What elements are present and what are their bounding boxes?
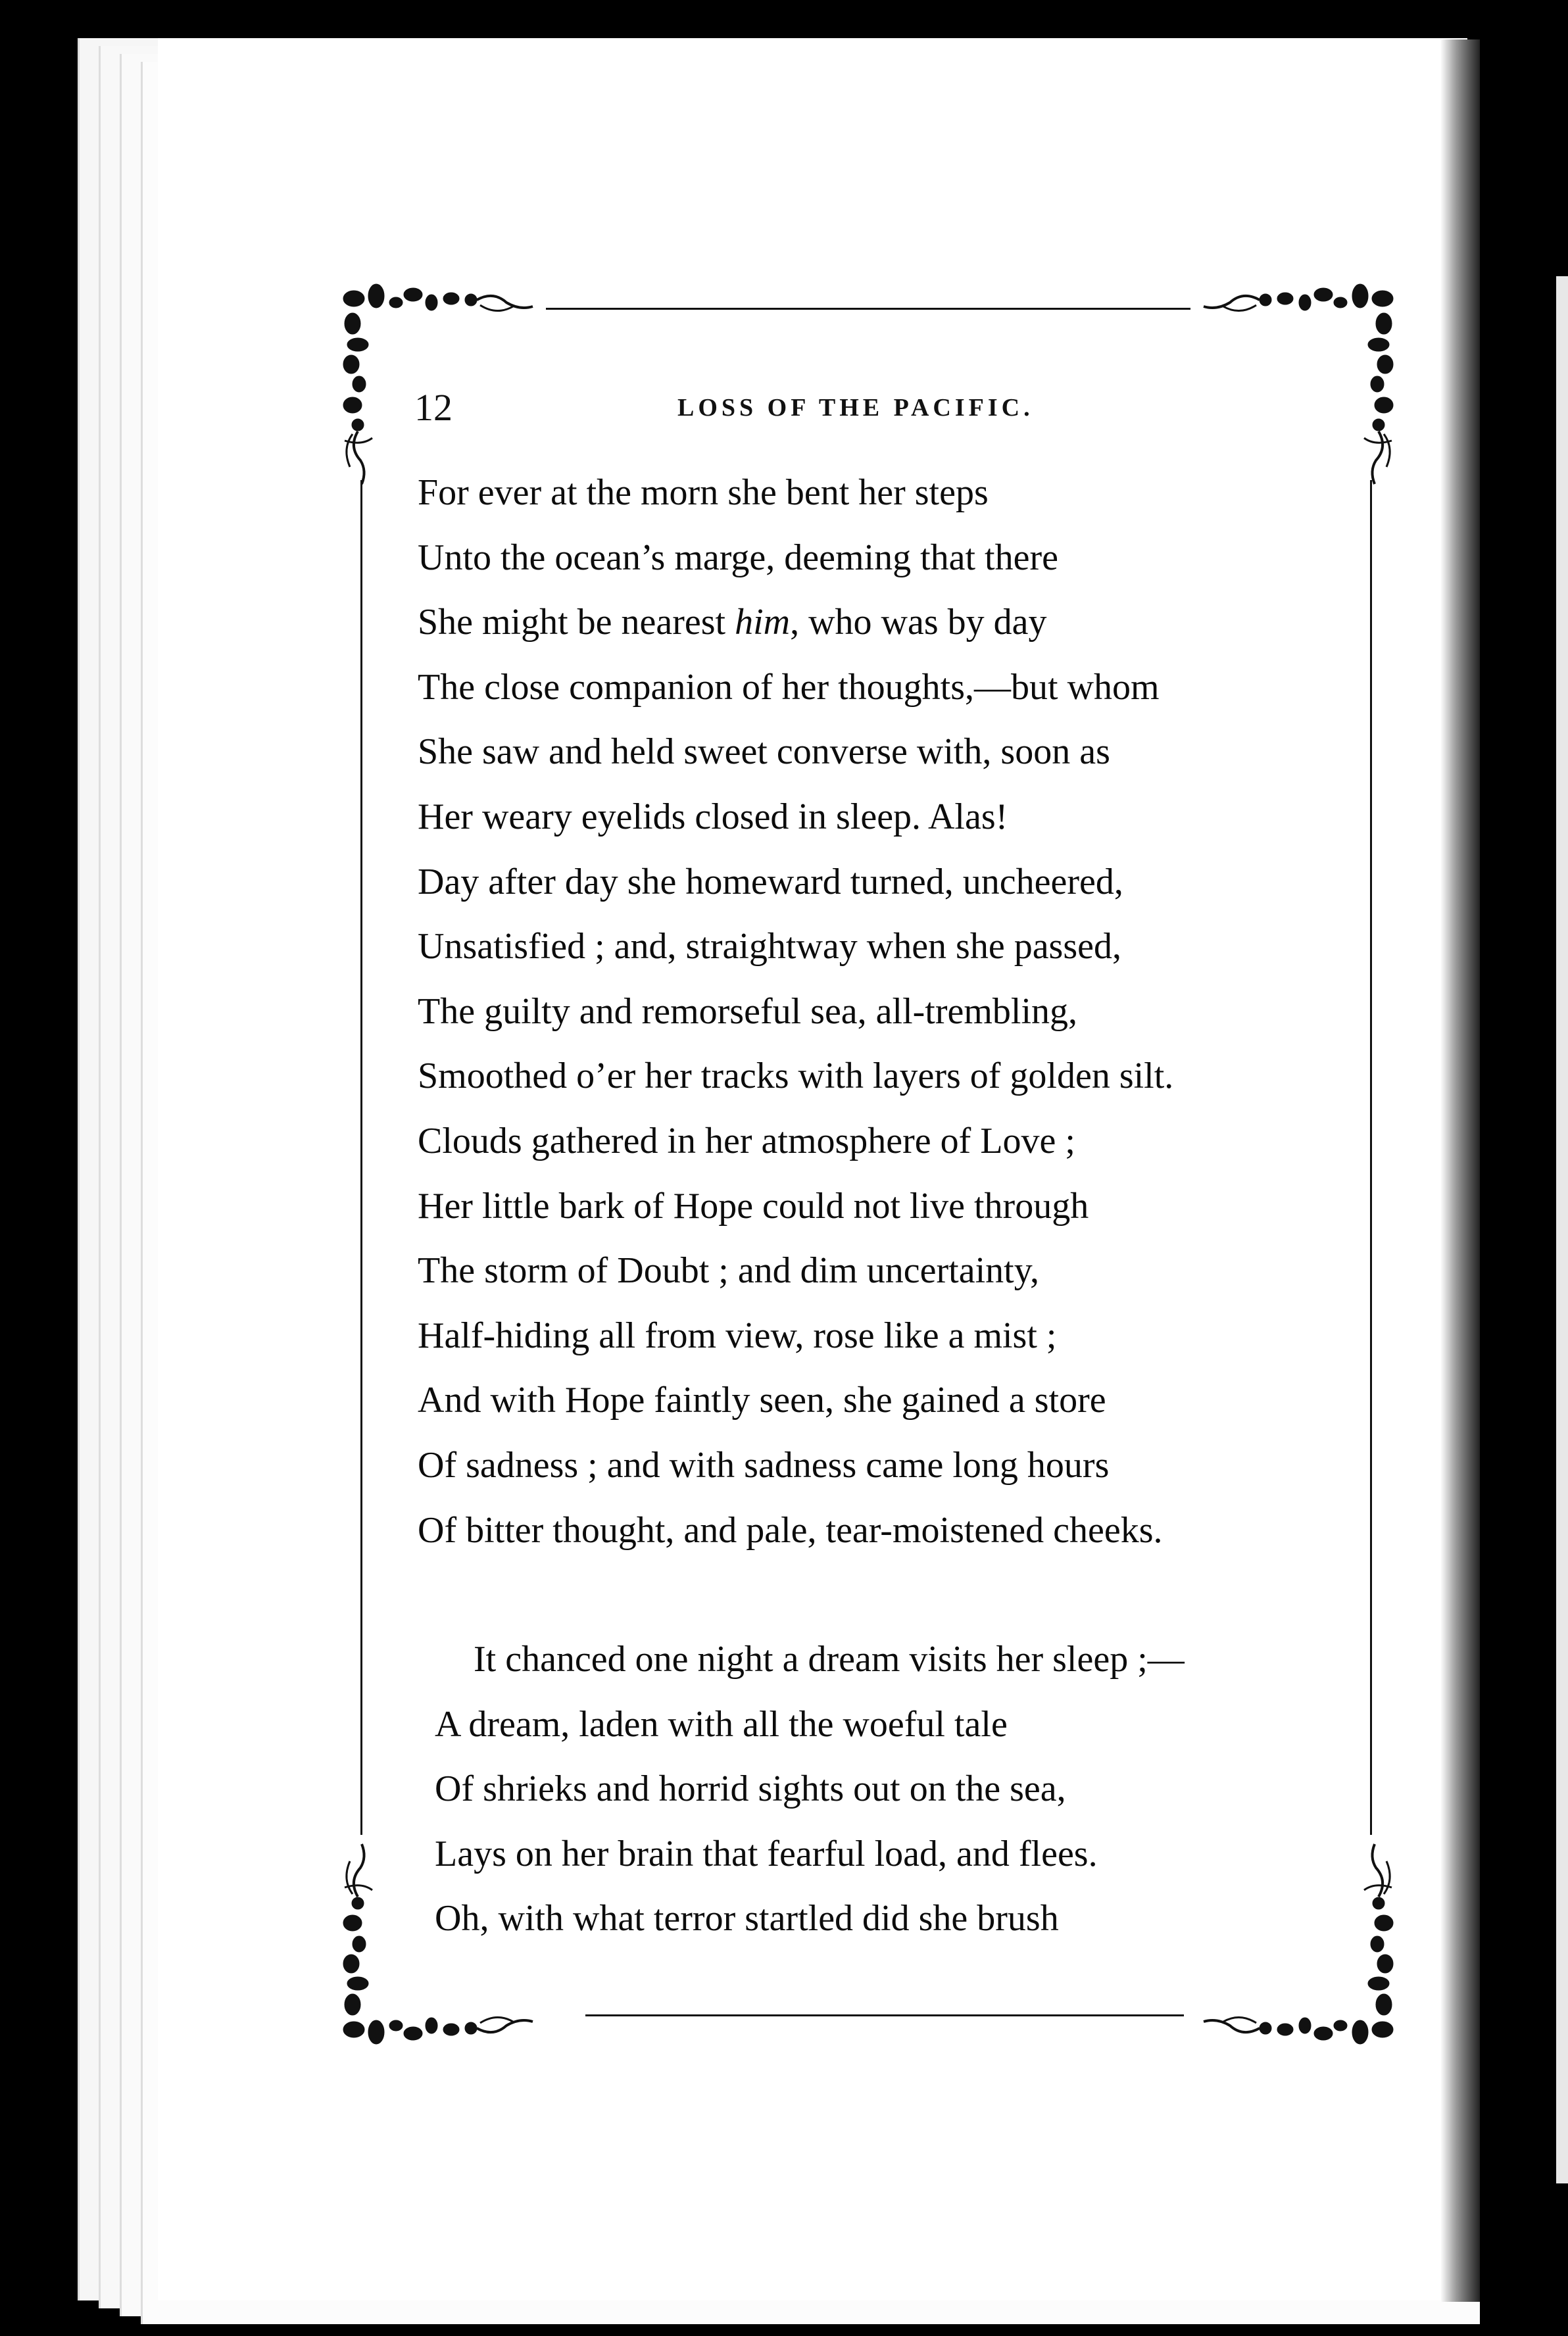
page-number: 12 [414, 386, 453, 429]
verse-line: The close companion of her thoughts,—but whom [418, 666, 1160, 708]
running-head: LOSS OF THE PACIFIC. [677, 394, 1034, 422]
verse-line: A dream, laden with all the woeful tale [435, 1703, 1008, 1745]
page-header [414, 381, 1309, 434]
verse-line: Of bitter thought, and pale, tear-moistened cheeks. [418, 1509, 1163, 1551]
verse-line-before: She might be nearest [418, 602, 735, 643]
verse-line [418, 590, 1325, 655]
verse-line: Oh, with what terror startled did she brush [435, 1898, 1059, 1939]
verse-line: Half-hiding all from view, rose like a mist ; [418, 1315, 1057, 1356]
page-gutter [1440, 39, 1480, 2302]
border-line-top [546, 308, 1190, 310]
verse-line: Of shrieks and horrid sights out on the sea, [435, 1768, 1066, 1810]
stanza-1 [418, 460, 1325, 1563]
verse-line: Unsatisfied ; and, straightway when she passed, [418, 926, 1121, 967]
verse-line: She saw and held sweet converse with, soon as [418, 731, 1110, 773]
verse-line: Smoothed o’er her tracks with layers of golden silt. [418, 1056, 1174, 1097]
verse-line: Clouds gathered in her atmosphere of Love ; [418, 1120, 1075, 1161]
verse-line: The guilty and remorseful sea, all-trembling, [418, 990, 1078, 1032]
verse-line: For ever at the morn she bent her steps [418, 472, 989, 513]
verse-line-after: , who was by day [790, 602, 1047, 643]
verse-line-italic: him [735, 602, 791, 643]
verse-line: It chanced one night a dream visits her sleep ;— [474, 1639, 1185, 1680]
border-line-bottom [585, 2014, 1184, 2016]
facing-page-shadow [1480, 0, 1568, 2336]
border-line-left [360, 480, 362, 1835]
poem-text [418, 460, 1325, 1951]
verse-line: Lays on her brain that fearful load, and flees. [435, 1833, 1098, 1874]
verse-line: Her weary eyelids closed in sleep. Alas! [418, 796, 1008, 837]
verse-line: Her little bark of Hope could not live through [418, 1185, 1089, 1227]
stanza-2 [418, 1627, 1325, 1951]
verse-line: And with Hope faintly seen, she gained a store [418, 1380, 1106, 1421]
verse-line: Day after day she homeward turned, uncheered, [418, 861, 1123, 902]
verse-line: Of sadness ; and with sadness came long hours [418, 1444, 1110, 1486]
verse-line: The storm of Doubt ; and dim uncertainty, [418, 1250, 1040, 1292]
facing-page-edge [1556, 276, 1568, 2183]
verse-line: Unto the ocean’s marge, deeming that there [418, 537, 1058, 578]
border-line-right [1370, 480, 1372, 1835]
